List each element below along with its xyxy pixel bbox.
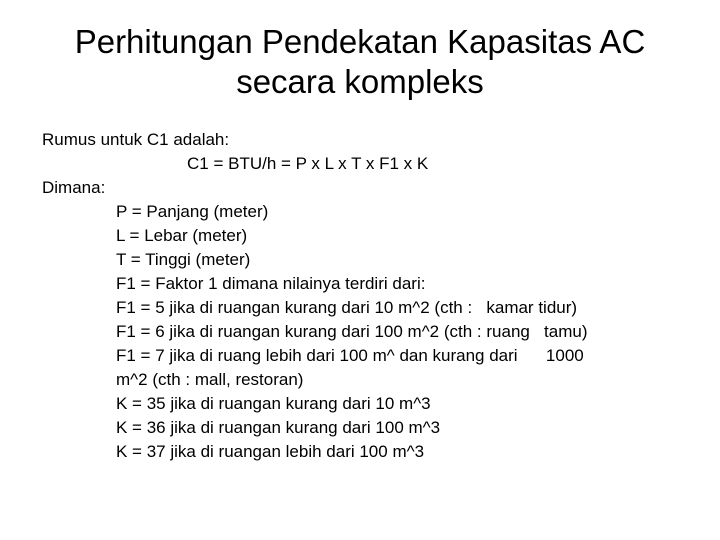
definition-f1: F1 = Faktor 1 dimana nilainya terdiri dari: [116, 274, 426, 293]
title-line-1: Perhitungan Pendekatan Kapasitas AC [74, 23, 646, 60]
definition-l: L = Lebar (meter) [116, 226, 248, 245]
f1-value-6: F1 = 6 jika di ruangan kurang dari 100 m^2 (cth : ruang tamu) [116, 322, 588, 341]
dimana-label: Dimana: [42, 178, 106, 197]
k-value-35: K = 35 jika di ruangan kurang dari 10 m^3 [116, 394, 431, 413]
f1-value-5: F1 = 5 jika di ruangan kurang dari 10 m^2 (cth : kamar tidur) [116, 298, 578, 317]
formula-intro: Rumus untuk C1 adalah: [42, 130, 230, 149]
f1-value-7-continued: m^2 (cth : mall, restoran) [116, 370, 304, 389]
definition-p: P = Panjang (meter) [116, 202, 269, 221]
slide-body [42, 128, 682, 464]
formula: C1 = BTU/h = P x L x T x F1 x K [187, 154, 429, 173]
k-value-36: K = 36 jika di ruangan kurang dari 100 m^3 [116, 418, 441, 437]
f1-value-7: F1 = 7 jika di ruang lebih dari 100 m^ dan kurang dari 1000 [116, 346, 584, 365]
k-value-37: K = 37 jika di ruangan lebih dari 100 m^3 [116, 442, 425, 461]
definition-t: T = Tinggi (meter) [116, 250, 251, 269]
title-line-2: secara kompleks [236, 63, 484, 100]
slide-title [40, 22, 680, 102]
